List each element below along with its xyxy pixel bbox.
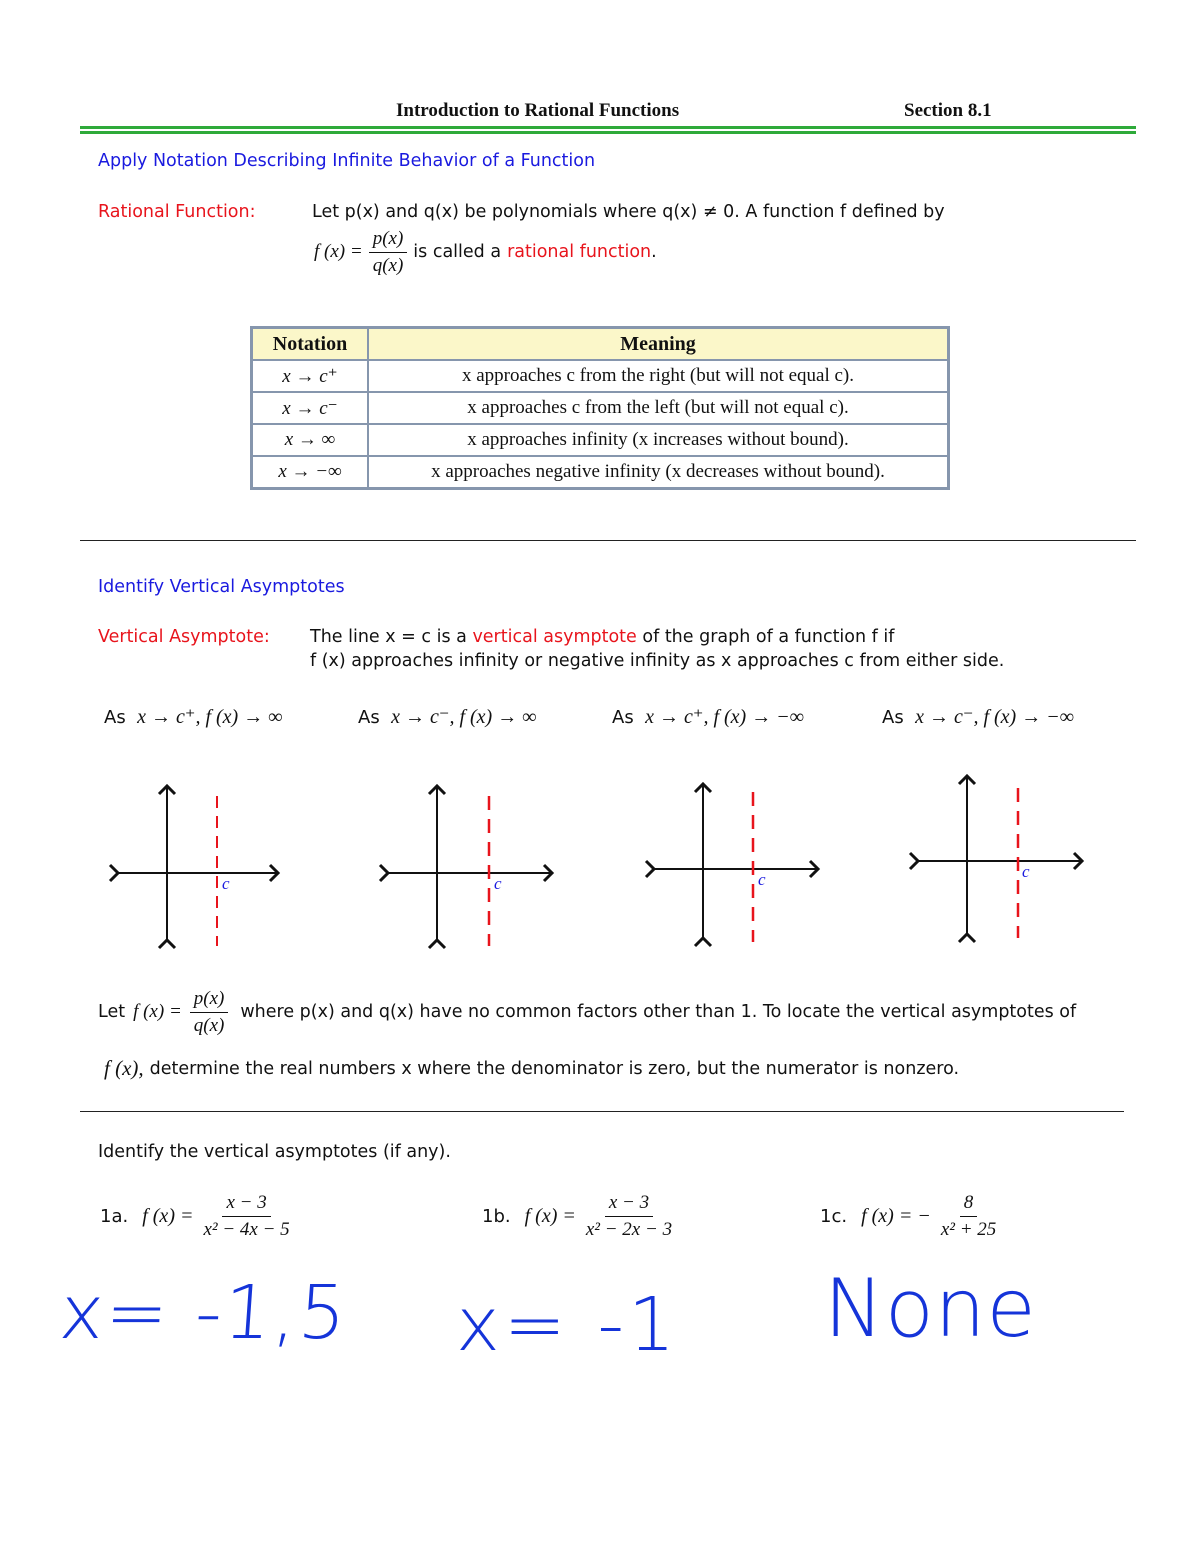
case-label: As x → c⁺, f (x) → −∞ xyxy=(612,706,804,728)
locate-text: where p(x) and q(x) have no common factors other than 1. To locate the vertical asymptotes of xyxy=(240,1002,1077,1023)
section-heading-notation: Apply Notation Describing Infinite Behavior of a Function xyxy=(98,151,596,171)
handwritten-answer-1c: None xyxy=(824,1262,1037,1355)
column-header-notation: Notation xyxy=(252,328,369,361)
fraction-denominator: x² − 2x − 3 xyxy=(585,1218,673,1240)
notation-table xyxy=(250,326,950,490)
fraction-denominator: q(x) xyxy=(372,254,404,276)
header-rule-top xyxy=(80,126,1136,129)
formula-fraction xyxy=(190,988,229,1037)
locate-line2-text: determine the real numbers x where the denominator is zero, but the numerator is nonzero. xyxy=(149,1058,960,1079)
table-row xyxy=(252,424,949,456)
meaning-cell: x approaches c from the right (but will not equal c). xyxy=(368,360,949,392)
table-row xyxy=(252,392,949,424)
rational-function-definition: Let p(x) and q(x) be polynomials where q(x) ≠ 0. A function f defined by xyxy=(312,202,945,222)
locate-asymptotes-line2 xyxy=(104,1056,959,1081)
case-label: As x → c⁺, f (x) → ∞ xyxy=(104,706,283,728)
notation-cell: x → −∞ xyxy=(252,456,369,489)
meaning-cell: x approaches negative infinity (x decreases without bound). xyxy=(368,456,949,489)
exercise-label: 1c. xyxy=(820,1205,848,1227)
definition-post: of the graph of a function f if xyxy=(642,627,895,647)
table-row xyxy=(252,360,949,392)
vertical-asymptote-term-inline: vertical asymptote xyxy=(472,627,637,647)
formula-lhs: f (x) = − xyxy=(861,1204,931,1227)
term-rational-function: Rational Function: xyxy=(98,202,256,222)
fraction-numerator: x − 3 xyxy=(605,1192,653,1217)
let-text: Let xyxy=(98,1002,126,1023)
vertical-asymptote-definition-line2: f (x) approaches infinity or negative infinity as x approaches c from either side. xyxy=(310,651,1005,671)
fx-text: f (x), xyxy=(104,1056,144,1080)
table-header-row xyxy=(252,328,949,361)
case-label: As x → c⁻, f (x) → −∞ xyxy=(882,706,1074,728)
page-title: Introduction to Rational Functions xyxy=(396,100,680,121)
fraction-numerator: 8 xyxy=(960,1192,978,1217)
definition-pre: The line x = c is a xyxy=(310,627,467,647)
formula-lhs: f (x) = xyxy=(133,1001,182,1023)
term-vertical-asymptote: Vertical Asymptote: xyxy=(98,627,270,647)
fraction-numerator: x − 3 xyxy=(222,1192,270,1217)
fraction-numerator: p(x) xyxy=(190,988,229,1013)
rational-function-formula xyxy=(314,228,657,277)
notation-cell: x → ∞ xyxy=(252,424,369,456)
graph-c-label: c xyxy=(1022,862,1030,881)
formula-lhs: f (x) = xyxy=(524,1204,576,1227)
formula-lhs: f (x) = xyxy=(142,1204,194,1227)
exercise-1c xyxy=(820,1192,1000,1241)
notation-cell: x → c⁺ xyxy=(252,360,369,392)
vertical-asymptote-definition xyxy=(310,627,894,647)
section-heading-asymptotes: Identify Vertical Asymptotes xyxy=(98,577,345,597)
exercise-1a xyxy=(100,1192,294,1241)
is-called-text: is called a xyxy=(413,242,502,263)
column-header-meaning: Meaning xyxy=(368,328,949,361)
definition-period: . xyxy=(651,242,657,263)
section-divider xyxy=(80,540,1136,541)
fraction-numerator: p(x) xyxy=(369,228,408,253)
notation-cell: x → c⁻ xyxy=(252,392,369,424)
case-label: As x → c⁻, f (x) → ∞ xyxy=(358,706,537,728)
asymptote-graph-3 xyxy=(648,778,823,948)
locate-asymptotes-paragraph xyxy=(98,988,1076,1037)
fraction-denominator: x² − 4x − 5 xyxy=(203,1218,290,1240)
exercise-label: 1a. xyxy=(100,1205,129,1227)
section-divider xyxy=(80,1111,1124,1112)
fraction-denominator: q(x) xyxy=(193,1014,225,1036)
graph-c-label: c xyxy=(494,874,502,893)
graph-c-label: c xyxy=(222,874,230,893)
meaning-cell: x approaches c from the left (but will not equal c). xyxy=(368,392,949,424)
asymptote-graph-4 xyxy=(912,770,1087,940)
formula-lhs: f (x) = xyxy=(314,241,363,263)
formula-fraction xyxy=(199,1192,293,1241)
formula-fraction xyxy=(937,1192,1000,1241)
exercise-label: 1b. xyxy=(482,1205,511,1227)
asymptote-graph-2 xyxy=(382,780,557,950)
fraction-denominator: x² + 25 xyxy=(940,1218,997,1240)
exercise-1b xyxy=(482,1192,676,1241)
graph-c-label: c xyxy=(758,870,766,889)
table-row xyxy=(252,456,949,489)
exercise-prompt: Identify the vertical asymptotes (if any). xyxy=(98,1142,451,1162)
formula-fraction xyxy=(369,228,408,277)
handwritten-answer-1a: x= -1,5 xyxy=(56,1270,351,1356)
section-number: Section 8.1 xyxy=(904,100,992,121)
asymptote-graph-1 xyxy=(112,780,282,950)
handwritten-answer-1b: x= -1 xyxy=(456,1282,680,1368)
rational-function-term-inline: rational function xyxy=(507,242,652,263)
meaning-cell: x approaches infinity (x increases without bound). xyxy=(368,424,949,456)
header-rule-bottom xyxy=(80,131,1136,134)
formula-fraction xyxy=(582,1192,676,1241)
